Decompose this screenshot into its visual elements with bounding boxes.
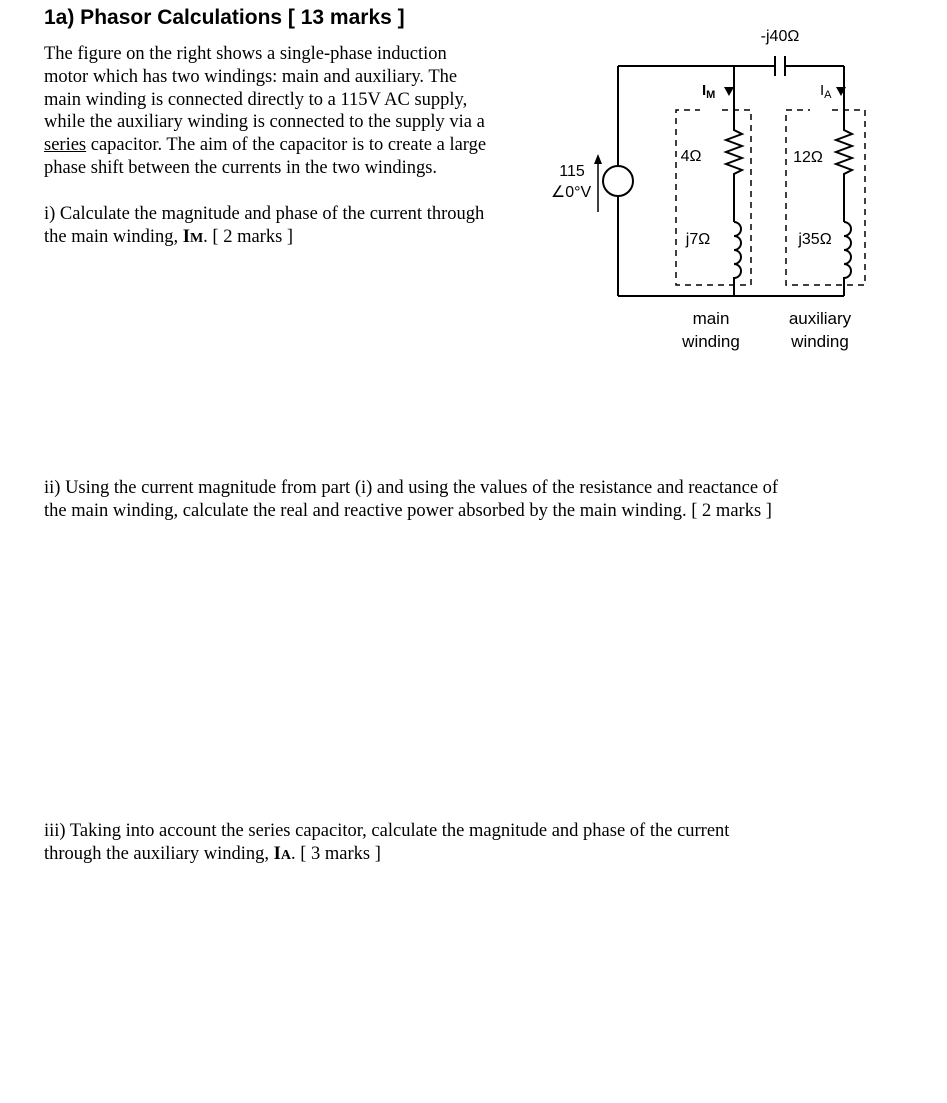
capacitor-label: -j40Ω <box>760 28 800 45</box>
aux-winding-label: winding <box>791 332 849 351</box>
ia-label: $I_A$ <box>820 82 832 101</box>
intro-paragraph <box>44 43 544 180</box>
source-phase: ∠0°V <box>550 184 592 201</box>
marks-text: . [ 3 marks ] <box>291 843 381 864</box>
aux-resistance-label: 12Ω <box>793 149 823 166</box>
source-magnitude: 115 <box>559 163 585 180</box>
intro-line <box>44 134 544 157</box>
question-2 <box>44 477 778 523</box>
intro-line: The figure on the right shows a single-phase induction <box>44 44 447 64</box>
question-line <box>44 226 484 251</box>
capacitor <box>775 56 785 76</box>
intro-line: motor which has two windings: main and auxiliary. The <box>44 66 458 87</box>
current-symbol-main: IM <box>182 226 204 247</box>
main-reactance-label: j7Ω <box>685 231 711 248</box>
main-winding-box <box>676 110 751 285</box>
ac-source <box>603 166 633 196</box>
question-1 <box>44 203 484 251</box>
underlined-word: series <box>44 135 87 156</box>
aux-winding-box <box>786 110 865 285</box>
question-line: the main winding, calculate the real and reactive power absorbed by the main winding. [ 2 marks ] <box>44 500 772 521</box>
question-3 <box>44 820 729 868</box>
question-line <box>44 843 729 868</box>
question-text: through the auxiliary winding, <box>44 843 274 864</box>
main-inductor <box>734 222 741 285</box>
page-title: 1a) Phasor Calculations [ 13 marks ] <box>44 6 405 29</box>
question-text: the main winding, <box>44 226 183 247</box>
main-resistor <box>726 120 742 222</box>
main-resistance-label: 4Ω <box>680 148 702 165</box>
intro-line: phase shift between the currents in the two windings. <box>44 157 438 178</box>
main-winding-label: winding <box>682 332 740 351</box>
marks-text: . [ 2 marks ] <box>203 226 294 247</box>
question-line: i) Calculate the magnitude and phase of the current through <box>44 204 485 224</box>
circuit-wires <box>618 66 844 296</box>
intro-line: while the auxiliary winding is connected to the supply via a <box>44 112 485 133</box>
circuit-diagram <box>540 18 940 358</box>
im-arrow <box>724 87 734 96</box>
question-line: iii) Taking into account the series capacitor, calculate the magnitude and phase of the current <box>44 821 730 841</box>
intro-line-rest: capacitor. The aim of the capacitor is to create a large <box>86 135 487 156</box>
aux-winding-label: auxiliary <box>788 309 852 328</box>
voltage-arrow <box>594 154 602 212</box>
aux-reactance-label: j35Ω <box>798 231 832 248</box>
aux-resistor <box>836 120 852 222</box>
im-label: $I_M$ <box>702 82 716 101</box>
question-line: ii) Using the current magnitude from part (i) and using the values of the resistance and reactance of <box>44 478 779 498</box>
intro-line: main winding is connected directly to a 115V AC supply, <box>44 89 468 110</box>
aux-inductor <box>844 222 851 285</box>
current-symbol-aux: IA <box>273 843 291 864</box>
main-winding-label: main <box>692 309 730 328</box>
